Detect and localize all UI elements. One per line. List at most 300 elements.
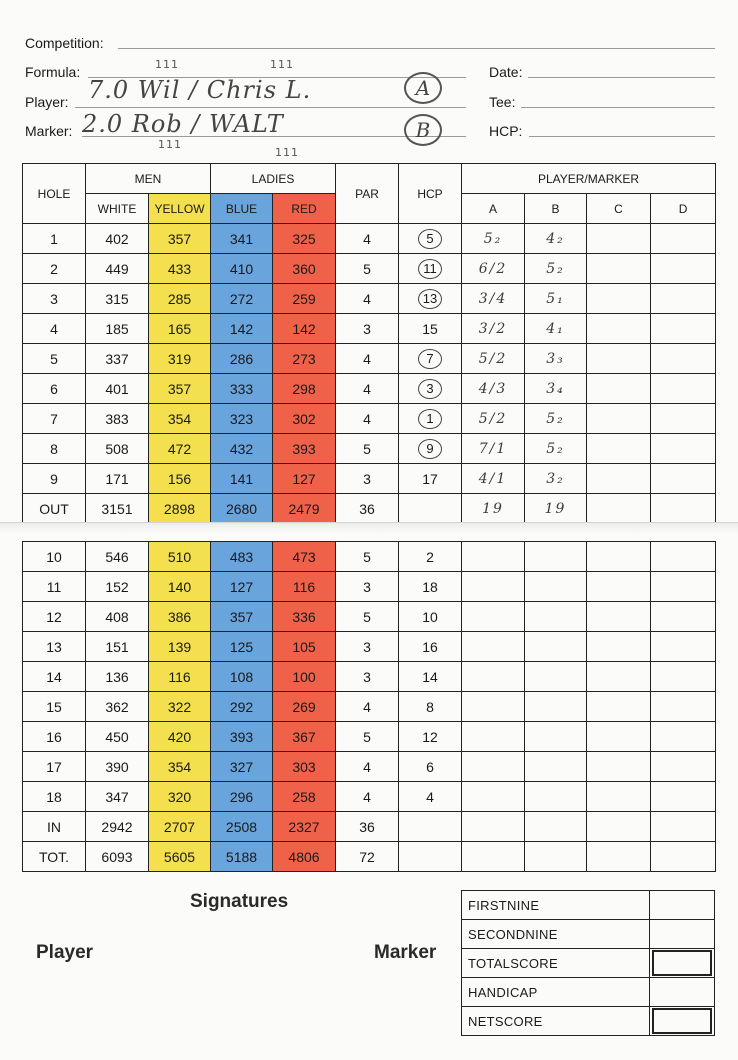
hcp-value — [399, 254, 462, 284]
hole-number: 10 — [23, 542, 86, 572]
back-nine-table — [22, 541, 716, 872]
hole-row — [23, 782, 716, 812]
hcp-circled-value: 7 — [418, 349, 442, 369]
in-par: 36 — [336, 812, 399, 842]
hole-row — [23, 254, 716, 284]
score-c[interactable] — [587, 752, 651, 782]
hcp-number: 17 — [422, 470, 438, 487]
hole-row — [23, 434, 716, 464]
par-value: 3 — [336, 632, 399, 662]
front-nine-table — [22, 163, 716, 524]
yellow-yardage: 285 — [149, 284, 211, 314]
in-score-a[interactable] — [462, 812, 525, 842]
score-c[interactable] — [587, 722, 651, 752]
tot-hcp — [399, 842, 462, 872]
score-a[interactable] — [462, 722, 525, 752]
white-yardage: 337 — [86, 344, 149, 374]
ladies-header: LADIES — [211, 164, 336, 194]
par-header: PAR — [336, 164, 399, 224]
blue-yardage: 141 — [211, 464, 273, 494]
hcp-number: 15 — [422, 320, 438, 337]
red-yardage: 298 — [273, 374, 336, 404]
hcp-line — [529, 136, 715, 137]
score-c[interactable] — [587, 662, 651, 692]
in-blue: 2508 — [211, 812, 273, 842]
hcp-value — [399, 464, 462, 494]
hcp-value — [399, 374, 462, 404]
blue-yardage: 432 — [211, 434, 273, 464]
tick-marks: 111 — [155, 58, 179, 71]
totals-value-cell[interactable] — [650, 1007, 715, 1036]
yellow-yardage: 472 — [149, 434, 211, 464]
yellow-yardage: 357 — [149, 224, 211, 254]
blue-yardage: 296 — [211, 782, 273, 812]
hole-row — [23, 344, 716, 374]
tick-marks: 111 — [270, 58, 294, 71]
totals-value-cell[interactable] — [650, 920, 715, 949]
hole-row — [23, 692, 716, 722]
in-score-c[interactable] — [587, 812, 651, 842]
blue-yardage: 286 — [211, 344, 273, 374]
par-value: 3 — [336, 572, 399, 602]
hole-number: 7 — [23, 404, 86, 434]
white-yardage: 508 — [86, 434, 149, 464]
par-value: 5 — [336, 542, 399, 572]
score-a[interactable] — [462, 572, 525, 602]
hcp-circled-value: 1 — [418, 409, 442, 429]
hole-row — [23, 662, 716, 692]
player-signature-label[interactable]: Player — [36, 942, 94, 963]
blue-yardage: 323 — [211, 404, 273, 434]
white-yardage: 171 — [86, 464, 149, 494]
hcp-value: 12 — [399, 722, 462, 752]
in-label: IN — [23, 812, 86, 842]
score-c[interactable] — [587, 284, 651, 314]
par-value: 4 — [336, 224, 399, 254]
score-a[interactable]: 4/3 — [462, 374, 525, 404]
yellow-yardage: 320 — [149, 782, 211, 812]
hole-number: 3 — [23, 284, 86, 314]
yellow-yardage: 354 — [149, 752, 211, 782]
score-d[interactable] — [651, 284, 716, 314]
yellow-yardage: 357 — [149, 374, 211, 404]
par-value: 5 — [336, 602, 399, 632]
totals-value-cell[interactable] — [650, 891, 715, 920]
score-b[interactable] — [525, 752, 587, 782]
score-b[interactable] — [525, 632, 587, 662]
hole-number: 8 — [23, 434, 86, 464]
score-d[interactable] — [651, 602, 716, 632]
par-value: 4 — [336, 752, 399, 782]
out-score-c[interactable] — [587, 494, 651, 524]
red-yardage: 336 — [273, 602, 336, 632]
score-a[interactable]: 5/2 — [462, 344, 525, 374]
hcp-circled-value: 13 — [418, 289, 442, 309]
hcp-value: 14 — [399, 662, 462, 692]
hole-row — [23, 572, 716, 602]
white-yardage: 136 — [86, 662, 149, 692]
column-a-header: A — [462, 194, 525, 224]
red-yardage: 325 — [273, 224, 336, 254]
white-yardage: 152 — [86, 572, 149, 602]
score-c[interactable] — [587, 224, 651, 254]
white-yardage: 315 — [86, 284, 149, 314]
red-tee-header: RED — [273, 194, 336, 224]
blue-yardage: 327 — [211, 752, 273, 782]
score-a[interactable] — [462, 542, 525, 572]
score-b[interactable] — [525, 572, 587, 602]
score-a[interactable] — [462, 782, 525, 812]
hcp-value — [399, 284, 462, 314]
hole-header: HOLE — [23, 164, 86, 224]
hcp-value — [399, 224, 462, 254]
hcp-value — [399, 434, 462, 464]
column-b-header: B — [525, 194, 587, 224]
hole-row — [23, 224, 716, 254]
white-yardage: 362 — [86, 692, 149, 722]
player-line — [75, 107, 466, 108]
score-b[interactable] — [525, 542, 587, 572]
score-b[interactable]: 5₂ — [525, 254, 587, 284]
blue-yardage: 333 — [211, 374, 273, 404]
hole-number: 13 — [23, 632, 86, 662]
tot-par: 72 — [336, 842, 399, 872]
hcp-value: 18 — [399, 572, 462, 602]
column-c-header: C — [587, 194, 651, 224]
hole-row — [23, 284, 716, 314]
hole-number: 14 — [23, 662, 86, 692]
competition-line — [118, 48, 715, 49]
score-b[interactable]: 5₁ — [525, 284, 587, 314]
score-c[interactable] — [587, 374, 651, 404]
red-yardage: 142 — [273, 314, 336, 344]
tot-row — [23, 842, 716, 872]
score-a[interactable]: 6/2 — [462, 254, 525, 284]
totals-entry-box[interactable] — [652, 950, 712, 976]
score-a[interactable]: 5₂ — [462, 224, 525, 254]
hcp-value: 6 — [399, 752, 462, 782]
yellow-yardage: 386 — [149, 602, 211, 632]
blue-yardage: 341 — [211, 224, 273, 254]
marker-label: Marker: — [25, 123, 73, 139]
out-red: 2479 — [273, 494, 336, 524]
out-hcp — [399, 494, 462, 524]
hole-row — [23, 632, 716, 662]
score-a[interactable] — [462, 692, 525, 722]
hole-number: 9 — [23, 464, 86, 494]
white-yardage: 390 — [86, 752, 149, 782]
par-value: 4 — [336, 404, 399, 434]
score-c[interactable] — [587, 404, 651, 434]
score-c[interactable] — [587, 542, 651, 572]
in-red: 2327 — [273, 812, 336, 842]
score-c[interactable] — [587, 602, 651, 632]
white-yardage: 185 — [86, 314, 149, 344]
totals-label: HANDICAP — [462, 978, 650, 1007]
score-c[interactable] — [587, 344, 651, 374]
score-a[interactable] — [462, 662, 525, 692]
totals-value-cell[interactable] — [650, 949, 715, 978]
red-yardage: 105 — [273, 632, 336, 662]
competition-label: Competition: — [25, 35, 104, 51]
red-yardage: 116 — [273, 572, 336, 602]
score-b[interactable]: 5₂ — [525, 434, 587, 464]
score-c[interactable] — [587, 254, 651, 284]
white-yardage: 449 — [86, 254, 149, 284]
totals-row — [462, 949, 715, 978]
tot-yellow: 5605 — [149, 842, 211, 872]
column-d-header: D — [651, 194, 716, 224]
hole-row — [23, 464, 716, 494]
hcp-value — [399, 344, 462, 374]
score-d[interactable] — [651, 722, 716, 752]
score-d[interactable] — [651, 344, 716, 374]
out-row — [23, 494, 716, 524]
hcp-value: 10 — [399, 602, 462, 632]
score-b[interactable]: 5₂ — [525, 404, 587, 434]
tee-label: Tee: — [489, 94, 516, 110]
score-d[interactable] — [651, 224, 716, 254]
score-d[interactable] — [651, 464, 716, 494]
hole-number: 5 — [23, 344, 86, 374]
hole-row — [23, 752, 716, 782]
hole-number: 2 — [23, 254, 86, 284]
hole-number: 1 — [23, 224, 86, 254]
red-yardage: 360 — [273, 254, 336, 284]
blue-yardage: 410 — [211, 254, 273, 284]
totals-entry-box[interactable] — [652, 1008, 712, 1034]
hcp-value — [399, 404, 462, 434]
in-score-b[interactable] — [525, 812, 587, 842]
in-white: 2942 — [86, 812, 149, 842]
men-header: MEN — [86, 164, 211, 194]
hcp-value: 16 — [399, 632, 462, 662]
score-a[interactable] — [462, 752, 525, 782]
tot-label: TOT. — [23, 842, 86, 872]
white-yardage: 347 — [86, 782, 149, 812]
red-yardage: 269 — [273, 692, 336, 722]
red-yardage: 302 — [273, 404, 336, 434]
white-yardage: 151 — [86, 632, 149, 662]
hole-number: 12 — [23, 602, 86, 632]
formula-label: Formula: — [25, 64, 81, 80]
red-yardage: 258 — [273, 782, 336, 812]
score-d[interactable] — [651, 314, 716, 344]
hole-row — [23, 542, 716, 572]
date-line — [528, 77, 715, 78]
blue-yardage: 272 — [211, 284, 273, 314]
hcp-value: 8 — [399, 692, 462, 722]
out-score-d[interactable] — [651, 494, 716, 524]
hole-row — [23, 314, 716, 344]
white-yardage: 402 — [86, 224, 149, 254]
yellow-yardage: 322 — [149, 692, 211, 722]
score-b[interactable] — [525, 602, 587, 632]
out-yellow: 2898 — [149, 494, 211, 524]
in-row — [23, 812, 716, 842]
par-value: 4 — [336, 692, 399, 722]
hcp-circled-value: 11 — [418, 259, 442, 279]
player-group-badge: A — [404, 72, 442, 104]
out-label: OUT — [23, 494, 86, 524]
front-nine-rows — [23, 224, 716, 494]
score-a[interactable] — [462, 602, 525, 632]
hole-number: 18 — [23, 782, 86, 812]
score-d[interactable] — [651, 374, 716, 404]
score-a[interactable]: 3/2 — [462, 314, 525, 344]
score-c[interactable] — [587, 692, 651, 722]
hcp-circled-value: 9 — [418, 439, 442, 459]
score-d[interactable] — [651, 692, 716, 722]
yellow-yardage: 116 — [149, 662, 211, 692]
yellow-yardage: 420 — [149, 722, 211, 752]
hole-number: 4 — [23, 314, 86, 344]
player-label: Player: — [25, 94, 69, 110]
red-yardage: 127 — [273, 464, 336, 494]
red-yardage: 303 — [273, 752, 336, 782]
par-value: 3 — [336, 464, 399, 494]
score-a[interactable]: 4/1 — [462, 464, 525, 494]
hole-number: 16 — [23, 722, 86, 752]
player-entry: 7.0 Wil / Chris L. — [88, 76, 312, 104]
hole-number: 15 — [23, 692, 86, 722]
score-b[interactable]: 4₁ — [525, 314, 587, 344]
yellow-yardage: 156 — [149, 464, 211, 494]
yellow-yardage: 319 — [149, 344, 211, 374]
par-value: 3 — [336, 314, 399, 344]
par-value: 4 — [336, 374, 399, 404]
yellow-yardage: 433 — [149, 254, 211, 284]
back-nine-rows — [23, 542, 716, 812]
par-value: 3 — [336, 662, 399, 692]
score-a[interactable]: 7/1 — [462, 434, 525, 464]
score-a[interactable]: 5/2 — [462, 404, 525, 434]
red-yardage: 393 — [273, 434, 336, 464]
white-yardage: 408 — [86, 602, 149, 632]
blue-yardage: 142 — [211, 314, 273, 344]
totals-row — [462, 978, 715, 1007]
score-d[interactable] — [651, 752, 716, 782]
score-d[interactable] — [651, 662, 716, 692]
yellow-yardage: 510 — [149, 542, 211, 572]
tot-score-c[interactable] — [587, 842, 651, 872]
score-d[interactable] — [651, 404, 716, 434]
score-c[interactable] — [587, 572, 651, 602]
totals-row — [462, 1007, 715, 1036]
blue-yardage: 127 — [211, 572, 273, 602]
white-yardage: 383 — [86, 404, 149, 434]
out-score-a[interactable]: 19 — [462, 494, 525, 524]
par-value: 5 — [336, 254, 399, 284]
blue-yardage: 357 — [211, 602, 273, 632]
red-yardage: 367 — [273, 722, 336, 752]
white-yardage: 450 — [86, 722, 149, 752]
yellow-tee-header: YELLOW — [149, 194, 211, 224]
score-d[interactable] — [651, 782, 716, 812]
hcp-circled-value: 5 — [418, 229, 442, 249]
out-score-b[interactable]: 19 — [525, 494, 587, 524]
yellow-yardage: 354 — [149, 404, 211, 434]
red-yardage: 273 — [273, 344, 336, 374]
score-d[interactable] — [651, 542, 716, 572]
out-par: 36 — [336, 494, 399, 524]
score-d[interactable] — [651, 434, 716, 464]
blue-yardage: 483 — [211, 542, 273, 572]
blue-yardage: 393 — [211, 722, 273, 752]
hcp-header: HCP — [399, 164, 462, 224]
score-b[interactable] — [525, 722, 587, 752]
score-d[interactable] — [651, 632, 716, 662]
totals-table — [461, 890, 715, 1036]
red-yardage: 473 — [273, 542, 336, 572]
hcp-value: 2 — [399, 542, 462, 572]
score-a[interactable]: 3/4 — [462, 284, 525, 314]
totals-label: SECONDNINE — [462, 920, 650, 949]
blue-yardage: 292 — [211, 692, 273, 722]
hcp-value — [399, 314, 462, 344]
hole-number: 11 — [23, 572, 86, 602]
red-yardage: 259 — [273, 284, 336, 314]
score-c[interactable] — [587, 782, 651, 812]
marker-signature-label[interactable]: Marker — [374, 942, 437, 963]
tot-red: 4806 — [273, 842, 336, 872]
hole-row — [23, 374, 716, 404]
tick-marks: 111 — [275, 146, 299, 159]
hole-number: 17 — [23, 752, 86, 782]
white-yardage: 401 — [86, 374, 149, 404]
score-c[interactable] — [587, 464, 651, 494]
totals-label: FIRSTNINE — [462, 891, 650, 920]
signatures-title: Signatures — [190, 891, 289, 912]
tee-line — [521, 107, 715, 108]
score-b[interactable]: 3₂ — [525, 464, 587, 494]
in-score-d[interactable] — [651, 812, 716, 842]
tot-score-b[interactable] — [525, 842, 587, 872]
yellow-yardage: 139 — [149, 632, 211, 662]
hole-number: 6 — [23, 374, 86, 404]
score-c[interactable] — [587, 434, 651, 464]
score-b[interactable]: 3₃ — [525, 344, 587, 374]
score-d[interactable] — [651, 572, 716, 602]
score-c[interactable] — [587, 314, 651, 344]
yellow-yardage: 165 — [149, 314, 211, 344]
score-b[interactable]: 3₄ — [525, 374, 587, 404]
hcp-value: 4 — [399, 782, 462, 812]
score-b[interactable] — [525, 692, 587, 722]
score-a[interactable] — [462, 632, 525, 662]
in-yellow: 2707 — [149, 812, 211, 842]
tot-blue: 5188 — [211, 842, 273, 872]
par-value: 4 — [336, 344, 399, 374]
totals-label: NETSCORE — [462, 1007, 650, 1036]
card-fold — [0, 522, 738, 535]
date-label: Date: — [489, 64, 523, 80]
hole-row — [23, 722, 716, 752]
hcp-circled-value: 3 — [418, 379, 442, 399]
score-b[interactable] — [525, 782, 587, 812]
score-b[interactable] — [525, 662, 587, 692]
tot-score-a[interactable] — [462, 842, 525, 872]
out-white: 3151 — [86, 494, 149, 524]
red-yardage: 100 — [273, 662, 336, 692]
out-blue: 2680 — [211, 494, 273, 524]
score-c[interactable] — [587, 632, 651, 662]
blue-yardage: 108 — [211, 662, 273, 692]
score-d[interactable] — [651, 254, 716, 284]
score-b[interactable]: 4₂ — [525, 224, 587, 254]
tot-score-d[interactable] — [651, 842, 716, 872]
totals-value-cell[interactable] — [650, 978, 715, 1007]
